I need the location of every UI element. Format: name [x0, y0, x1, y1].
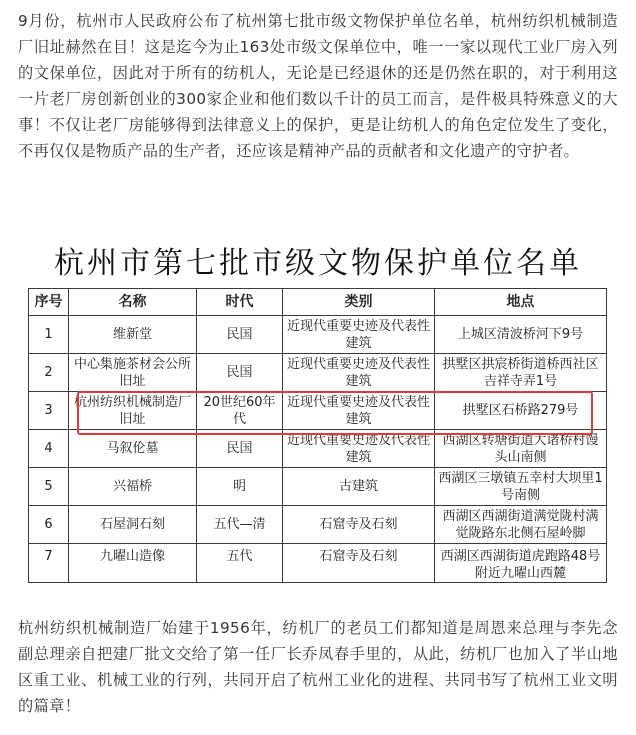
cell-name: 维新堂 [69, 316, 197, 354]
cell-index: 5 [29, 468, 69, 506]
cell-index: 2 [29, 354, 69, 392]
header-index: 序号 [29, 289, 69, 316]
cell-name: 杭州纺织机械制造厂旧址 [69, 392, 197, 430]
cell-era: 五代 [197, 544, 283, 583]
header-name: 名称 [69, 289, 197, 316]
cell-location: 西湖区西湖街道满觉陇村满觉陇路东北侧石屋岭脚 [435, 506, 607, 544]
cell-category: 近现代重要史迹及代表性建筑 [283, 354, 435, 392]
cell-era: 民国 [197, 316, 283, 354]
header-location: 地点 [435, 289, 607, 316]
cell-location: 西湖区转塘街道大诸桥村馒头山南侧 [435, 430, 607, 468]
header-category: 类别 [283, 289, 435, 316]
cell-era: 民国 [197, 354, 283, 392]
cell-category: 近现代重要史迹及代表性建筑 [283, 430, 435, 468]
cell-category: 古建筑 [283, 468, 435, 506]
table-row [29, 316, 607, 354]
heritage-list-image [22, 236, 614, 594]
intro-paragraph: 9月份，杭州市人民政府公布了杭州第七批市级文物保护单位名单，杭州纺织机械制造厂旧址赫然在目！这是迄今为止163处市级文保单位中，唯一一家以现代工业厂房入列的文保单位，因此对于所有的纺机人，无论是已经退休的还是仍然在职的，对于利用这一片老厂房创新创业的300家企业和他们数以千计的员工而言，是件极具特殊意义的大事！不仅让老厂房能够得到法律意义上的保护，更是让纺机人的角色定位发生了变化，不再仅仅是物质产品的生产者，还应该是精神产品的贡献者和文化遗产的守护者。 [18, 12, 618, 160]
cell-category: 近现代重要史迹及代表性建筑 [283, 316, 435, 354]
cell-era: 20世纪60年代 [197, 392, 283, 430]
cell-category: 石窟寺及石刻 [283, 506, 435, 544]
table-clip [28, 288, 608, 589]
cell-era: 五代—清 [197, 506, 283, 544]
cell-era: 明 [197, 468, 283, 506]
cell-location: 西湖区三墩镇五幸村大坝里1号南侧 [435, 468, 607, 506]
table-row [29, 468, 607, 506]
heritage-table [28, 288, 607, 583]
table-row [29, 354, 607, 392]
cell-index: 3 [29, 392, 69, 430]
header-era: 时代 [197, 289, 283, 316]
cell-index: 4 [29, 430, 69, 468]
cell-category: 石窟寺及石刻 [283, 544, 435, 583]
table-row [29, 392, 607, 430]
table-row [29, 544, 607, 583]
list-title: 杭州市第七批市级文物保护单位名单 [54, 246, 582, 281]
cell-name: 兴福桥 [69, 468, 197, 506]
cell-index: 7 [29, 544, 69, 583]
cell-name: 石屋洞石刻 [69, 506, 197, 544]
cell-category: 近现代重要史迹及代表性建筑 [283, 392, 435, 430]
cell-name: 马叙伦墓 [69, 430, 197, 468]
cell-location: 拱墅区石桥路279号 [435, 392, 607, 430]
cell-index: 1 [29, 316, 69, 354]
cell-name: 九曜山造像 [69, 544, 197, 583]
cell-location: 西湖区西湖街道虎跑路48号附近九曜山西麓 [435, 544, 607, 583]
cell-era: 民国 [197, 430, 283, 468]
cell-name: 中心集施茶材会公所旧址 [69, 354, 197, 392]
outro-paragraph: 杭州纺织机械制造厂始建于1956年，纺机厂的老员工们都知道是周恩来总理与李先念副总理亲自把建厂批文交给了第一任厂长乔凤春手里的，从此，纺机厂也加入了半山地区重工业、机械工业的行列，共同开启了杭州工业化的进程、共同书写了杭州工业文明的篇章！ [18, 619, 618, 715]
cell-location: 拱墅区拱宸桥街道桥西社区吉祥寺弄1号 [435, 354, 607, 392]
table-row [29, 430, 607, 468]
table-row [29, 506, 607, 544]
cell-location: 上城区清波桥河下9号 [435, 316, 607, 354]
cell-index: 6 [29, 506, 69, 544]
table-header-row [29, 289, 607, 316]
